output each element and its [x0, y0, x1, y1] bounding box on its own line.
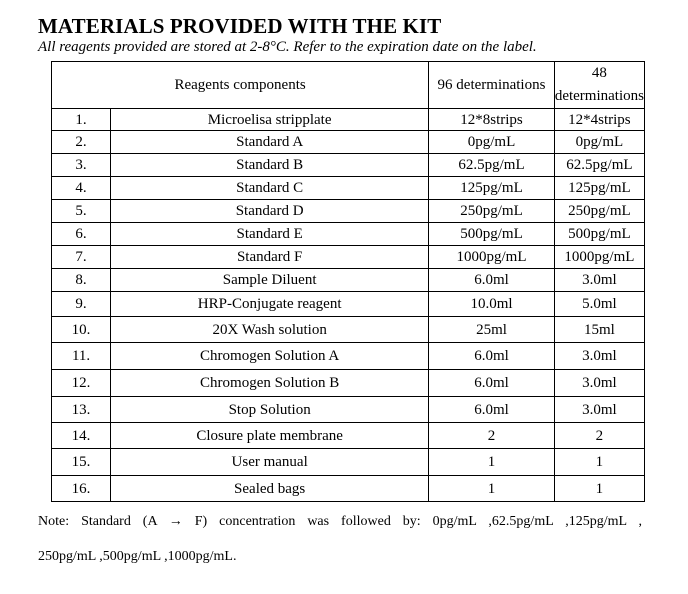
quantity-48: 12*4strips [554, 109, 644, 131]
kit-materials-table [51, 61, 645, 502]
storage-subtitle: All reagents provided are stored at 2-8°C. Refer to the expiration date on the label. [38, 39, 537, 55]
header-reagents-components: Reagents components [52, 62, 429, 109]
quantity-96: 25ml [429, 317, 555, 343]
reagent-name: Standard D [111, 200, 429, 223]
table-row [52, 343, 645, 370]
reagent-name: Standard C [111, 177, 429, 200]
row-number: 2. [52, 131, 111, 154]
table-row [52, 154, 645, 177]
row-number: 16. [52, 476, 111, 502]
reagent-name: Sample Diluent [111, 269, 429, 292]
quantity-96: 6.0ml [429, 269, 555, 292]
table-row [52, 476, 645, 502]
reagent-name: 20X Wash solution [111, 317, 429, 343]
header-96-determinations: 96 determinations [429, 62, 555, 109]
quantity-48: 3.0ml [554, 343, 644, 370]
table-row [52, 109, 645, 131]
table-header-row [52, 62, 645, 109]
table-row [52, 223, 645, 246]
quantity-48: 1 [554, 449, 644, 476]
reagent-name: Microelisa stripplate [111, 109, 429, 131]
quantity-48: 15ml [554, 317, 644, 343]
row-number: 13. [52, 397, 111, 423]
reagent-name: Chromogen Solution B [111, 370, 429, 397]
quantity-48: 500pg/mL [554, 223, 644, 246]
reagent-name: Standard A [111, 131, 429, 154]
quantity-96: 1 [429, 476, 555, 502]
table-row [52, 449, 645, 476]
row-number: 10. [52, 317, 111, 343]
reagent-name: Stop Solution [111, 397, 429, 423]
table-body [52, 109, 645, 502]
quantity-96: 2 [429, 423, 555, 449]
quantity-48: 1 [554, 476, 644, 502]
quantity-96: 12*8strips [429, 109, 555, 131]
row-number: 11. [52, 343, 111, 370]
row-number: 6. [52, 223, 111, 246]
row-number: 7. [52, 246, 111, 269]
row-number: 8. [52, 269, 111, 292]
reagent-name: Standard B [111, 154, 429, 177]
row-number: 4. [52, 177, 111, 200]
quantity-48: 3.0ml [554, 397, 644, 423]
quantity-48: 125pg/mL [554, 177, 644, 200]
quantity-48: 62.5pg/mL [554, 154, 644, 177]
quantity-48: 2 [554, 423, 644, 449]
header-48-line2: determinations [554, 88, 644, 104]
row-number: 14. [52, 423, 111, 449]
table-row [52, 317, 645, 343]
quantity-96: 1000pg/mL [429, 246, 555, 269]
table-row [52, 370, 645, 397]
quantity-96: 6.0ml [429, 343, 555, 370]
reagent-name: HRP-Conjugate reagent [111, 292, 429, 317]
quantity-96: 10.0ml [429, 292, 555, 317]
quantity-96: 125pg/mL [429, 177, 555, 200]
quantity-96: 62.5pg/mL [429, 154, 555, 177]
header-48-determinations [554, 62, 644, 109]
quantity-48: 3.0ml [554, 269, 644, 292]
quantity-48: 5.0ml [554, 292, 644, 317]
quantity-48: 1000pg/mL [554, 246, 644, 269]
quantity-96: 500pg/mL [429, 223, 555, 246]
quantity-48: 0pg/mL [554, 131, 644, 154]
quantity-48: 250pg/mL [554, 200, 644, 223]
reagent-name: User manual [111, 449, 429, 476]
table-row [52, 131, 645, 154]
table-row [52, 423, 645, 449]
row-number: 5. [52, 200, 111, 223]
quantity-96: 250pg/mL [429, 200, 555, 223]
note-line-2: 250pg/mL ,500pg/mL ,1000pg/mL. [38, 549, 237, 564]
section-title: MATERIALS PROVIDED WITH THE KIT [38, 14, 442, 38]
quantity-96: 6.0ml [429, 370, 555, 397]
reagent-name: Standard F [111, 246, 429, 269]
note-line-1: Note: Standard (A → F) concentration was followed by: 0pg/mL ,62.5pg/mL ,125pg/mL , [38, 514, 642, 529]
reagent-name: Standard E [111, 223, 429, 246]
table-row [52, 397, 645, 423]
table-row [52, 292, 645, 317]
row-number: 3. [52, 154, 111, 177]
table-row [52, 200, 645, 223]
reagent-name: Sealed bags [111, 476, 429, 502]
table-row [52, 246, 645, 269]
quantity-96: 1 [429, 449, 555, 476]
table-row [52, 177, 645, 200]
row-number: 1. [52, 109, 111, 131]
table-row [52, 269, 645, 292]
row-number: 9. [52, 292, 111, 317]
reagent-name: Chromogen Solution A [111, 343, 429, 370]
reagent-name: Closure plate membrane [111, 423, 429, 449]
row-number: 12. [52, 370, 111, 397]
header-48-line1: 48 [591, 65, 607, 81]
quantity-48: 3.0ml [554, 370, 644, 397]
row-number: 15. [52, 449, 111, 476]
quantity-96: 6.0ml [429, 397, 555, 423]
quantity-96: 0pg/mL [429, 131, 555, 154]
